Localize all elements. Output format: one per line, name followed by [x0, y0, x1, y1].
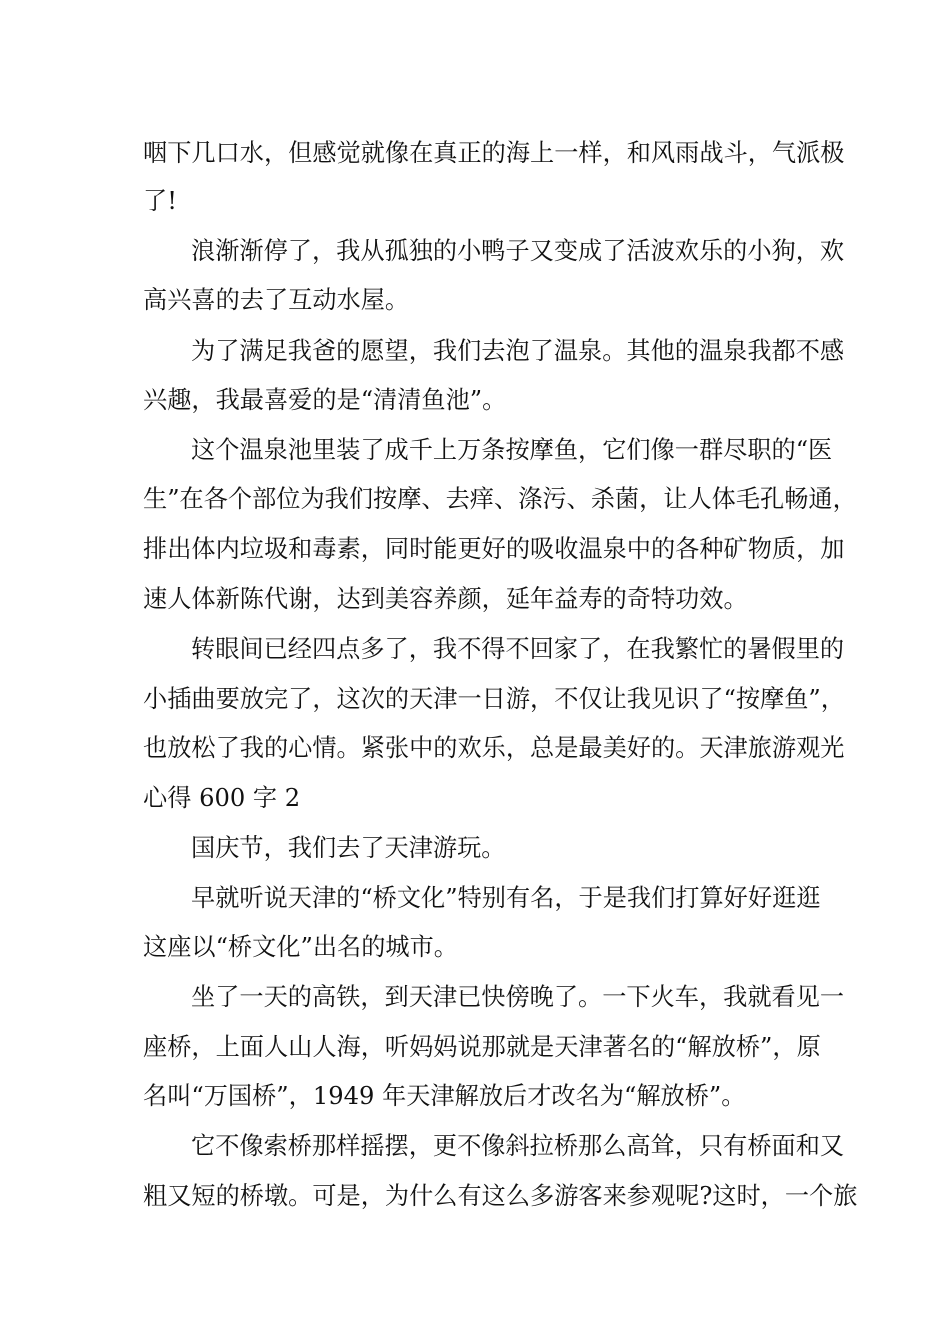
text-line: 小插曲要放完了，这次的天津一日游，不仅让我见识了“按摩鱼”， — [143, 685, 845, 713]
text-line: 了! — [143, 187, 177, 215]
text-line: 心得 600 字 2 — [143, 784, 301, 812]
text-line: 浪渐渐停了，我从孤独的小鸭子又变成了活波欢乐的小狗，欢 — [191, 237, 845, 265]
text-line: 兴趣，我最喜爱的是“清清鱼池”。 — [143, 386, 507, 414]
text-line: 座桥，上面人山人海，听妈妈说那就是天津著名的“解放桥”，原 — [143, 1033, 821, 1061]
text-line: 它不像索桥那样摇摆，更不像斜拉桥那么高耸，只有桥面和又 — [191, 1132, 845, 1160]
text-line: 名叫“万国桥”，1949 年天津解放后才改名为“解放桥”。 — [143, 1082, 746, 1110]
text-line: 排出体内垃圾和毒素，同时能更好的吸收温泉中的各种矿物质，加 — [143, 535, 845, 563]
text-line: 咽下几口水，但感觉就像在真正的海上一样，和风雨战斗，气派极 — [143, 139, 845, 167]
text-line: 转眼间已经四点多了，我不得不回家了，在我繁忙的暑假里的 — [191, 635, 845, 663]
text-line: 生”在各个部位为我们按摩、去痒、涤污、杀菌，让人体毛孔畅通， — [143, 485, 857, 513]
text-line: 为了满足我爸的愿望，我们去泡了温泉。其他的温泉我都不感 — [191, 337, 845, 365]
text-line: 坐了一天的高铁，到天津已快傍晚了。一下火车，我就看见一 — [191, 983, 845, 1011]
text-line: 早就听说天津的“桥文化”特别有名，于是我们打算好好逛逛 — [191, 884, 821, 912]
text-line: 速人体新陈代谢，达到美容养颜，延年益寿的奇特功效。 — [143, 585, 748, 613]
text-line: 高兴喜的去了互动水屋。 — [143, 286, 410, 314]
text-line: 也放松了我的心情。紧张中的欢乐，总是最美好的。天津旅游观光 — [143, 734, 845, 762]
text-line: 国庆节，我们去了天津游玩。 — [191, 834, 506, 862]
text-line: 这个温泉池里装了成千上万条按摩鱼，它们像一群尽职的“医 — [191, 436, 833, 464]
text-line: 粗又短的桥墩。可是，为什么有这么多游客来参观呢?这时，一个旅 — [143, 1182, 858, 1210]
text-line: 这座以“桥文化”出名的城市。 — [143, 933, 458, 961]
